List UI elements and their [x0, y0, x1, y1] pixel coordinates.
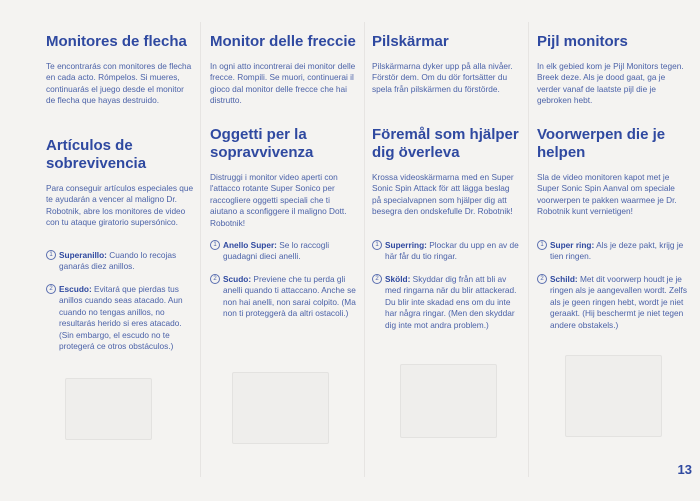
heading-arrow-monitors: Monitor delle freccie	[210, 33, 356, 50]
bullet-super-ring	[372, 240, 522, 263]
bullet-title: Escudo:	[59, 284, 92, 294]
page-number: 13	[677, 462, 692, 477]
heading-survival-items: Oggetti per la sopravvivenza	[210, 126, 314, 161]
bullet-title: Superanillo:	[59, 250, 107, 260]
arrow-monitors-text: In ogni atto incontrerai dei monitor delle frecce. Rompili. Se muori, continuerai il gioco dal monitor delle frecce che hai distrutto.	[210, 61, 356, 106]
heading-survival-items: Artículos de sobrevivencia	[46, 137, 147, 172]
bullet-text: Met dit voorwerp houdt je je ringen als je aangevallen wordt. Zelfs als je geen ringen hebt, wordt je niet geraakt. (Hij beschermt je niet tegen andere obstakels.)	[550, 274, 687, 330]
circled-number: 1	[537, 240, 547, 250]
survival-items-text: Krossa videoskärmarna med en Super Sonic Spin Attack för att lägga beslag på specialvapnen som hjälper dig att besegra den ondskefulle Dr. Robotnik!	[372, 172, 514, 217]
bullet-title: Anello Super:	[223, 240, 277, 250]
bullet-super-ring	[210, 240, 360, 263]
bullet-text: Skyddar dig från att bli av med ringarna när du blir attackerad. Du blir inte skadad ens om du inte har några ringar. (Men den skyddar dig inte mot andra problem.)	[385, 274, 517, 330]
survival-items-text: Sla de video monitoren kapot met je Super Sonic Spin Aanval om speciale voorwerpen te pakken waarmee je Dr. Robotnik kunt vernietigen!	[537, 172, 677, 217]
circled-number: 1	[210, 240, 220, 250]
bullet-super-ring	[537, 240, 687, 263]
circled-number: 1	[372, 240, 382, 250]
bullet-shield	[210, 274, 360, 320]
column-spanish	[46, 0, 204, 501]
bullet-shield	[537, 274, 687, 331]
arrow-monitors-text: Te encontrarás con monitores de flecha en cada acto. Rómpelos. Si mueres, continuarás el juego desde el monitor de flecha que hayas destruido.	[46, 61, 192, 106]
heading-arrow-monitors: Pilskärmar	[372, 33, 449, 50]
heading-survival-items: Föremål som hjälper dig överleva	[372, 126, 519, 161]
arrow-monitors-text: Pilskärmarna dyker upp på alla nivåer. Förstör dem. Om du dör fortsätter du spela från pilskärmen du förstörde.	[372, 61, 513, 94]
column-swedish	[372, 0, 530, 501]
column-italian	[210, 0, 368, 501]
bullet-shield	[46, 284, 196, 352]
bullet-title: Superring:	[385, 240, 427, 250]
circled-number: 2	[46, 284, 56, 294]
arrow-monitors-text: In elk gebied kom je Pijl Monitors tegen. Breek deze. Als je dood gaat, ga je verder vanaf de laatste pijl die je gebroken hebt.	[537, 61, 684, 106]
bullet-super-ring	[46, 250, 196, 273]
bullet-title: Scudo:	[223, 274, 252, 284]
survival-items-text: Para conseguir artículos especiales que te ayudarán a vencer al maligno Dr. Robotnik, abre los monitores de video con tu ataque giratorio supersónico.	[46, 183, 194, 228]
bullet-text: Evitará que pierdas tus anillos cuando seas atacado. Aun cuando no tengas anillos, no resultarás herido si eres atacado. (Sin embargo, el escudo no te protegerá ce otros obstáculos.)	[59, 284, 183, 352]
heading-arrow-monitors: Pijl monitors	[537, 33, 628, 50]
circled-number: 2	[210, 274, 220, 284]
survival-items-text: Distruggi i monitor video aperti con l'attacco rotante Super Sonico per raccogliere oggetti speciali che ti aiutano a sconfiggere il maligno Dott. Robotnik!	[210, 172, 347, 228]
bullet-title: Super ring:	[550, 240, 595, 250]
bullet-shield	[372, 274, 522, 331]
circled-number: 2	[372, 274, 382, 284]
bullet-text: Previene che tu perda gli anelli quando ti attaccano. Anche se non hai anelli, non sarai colpito. (Ma non ti proteggerà da altri ostacoli.)	[223, 274, 356, 319]
bullet-text: Als je deze pakt, krijg je tien ringen.	[550, 240, 684, 262]
bullet-title: Sköld:	[385, 274, 411, 284]
circled-number: 2	[537, 274, 547, 284]
bullet-text: Plockar du upp en av de här får du tio ringar.	[385, 240, 519, 262]
bullet-text: Se lo raccogli guadagni dieci anelli.	[223, 240, 330, 262]
circled-number: 1	[46, 250, 56, 260]
bullet-text: Cuando lo recojas ganarás diez anillos.	[59, 250, 177, 272]
column-dutch	[537, 0, 695, 501]
heading-survival-items: Voorwerpen die je helpen	[537, 126, 666, 161]
heading-arrow-monitors: Monitores de flecha	[46, 33, 187, 50]
bullet-title: Schild:	[550, 274, 578, 284]
